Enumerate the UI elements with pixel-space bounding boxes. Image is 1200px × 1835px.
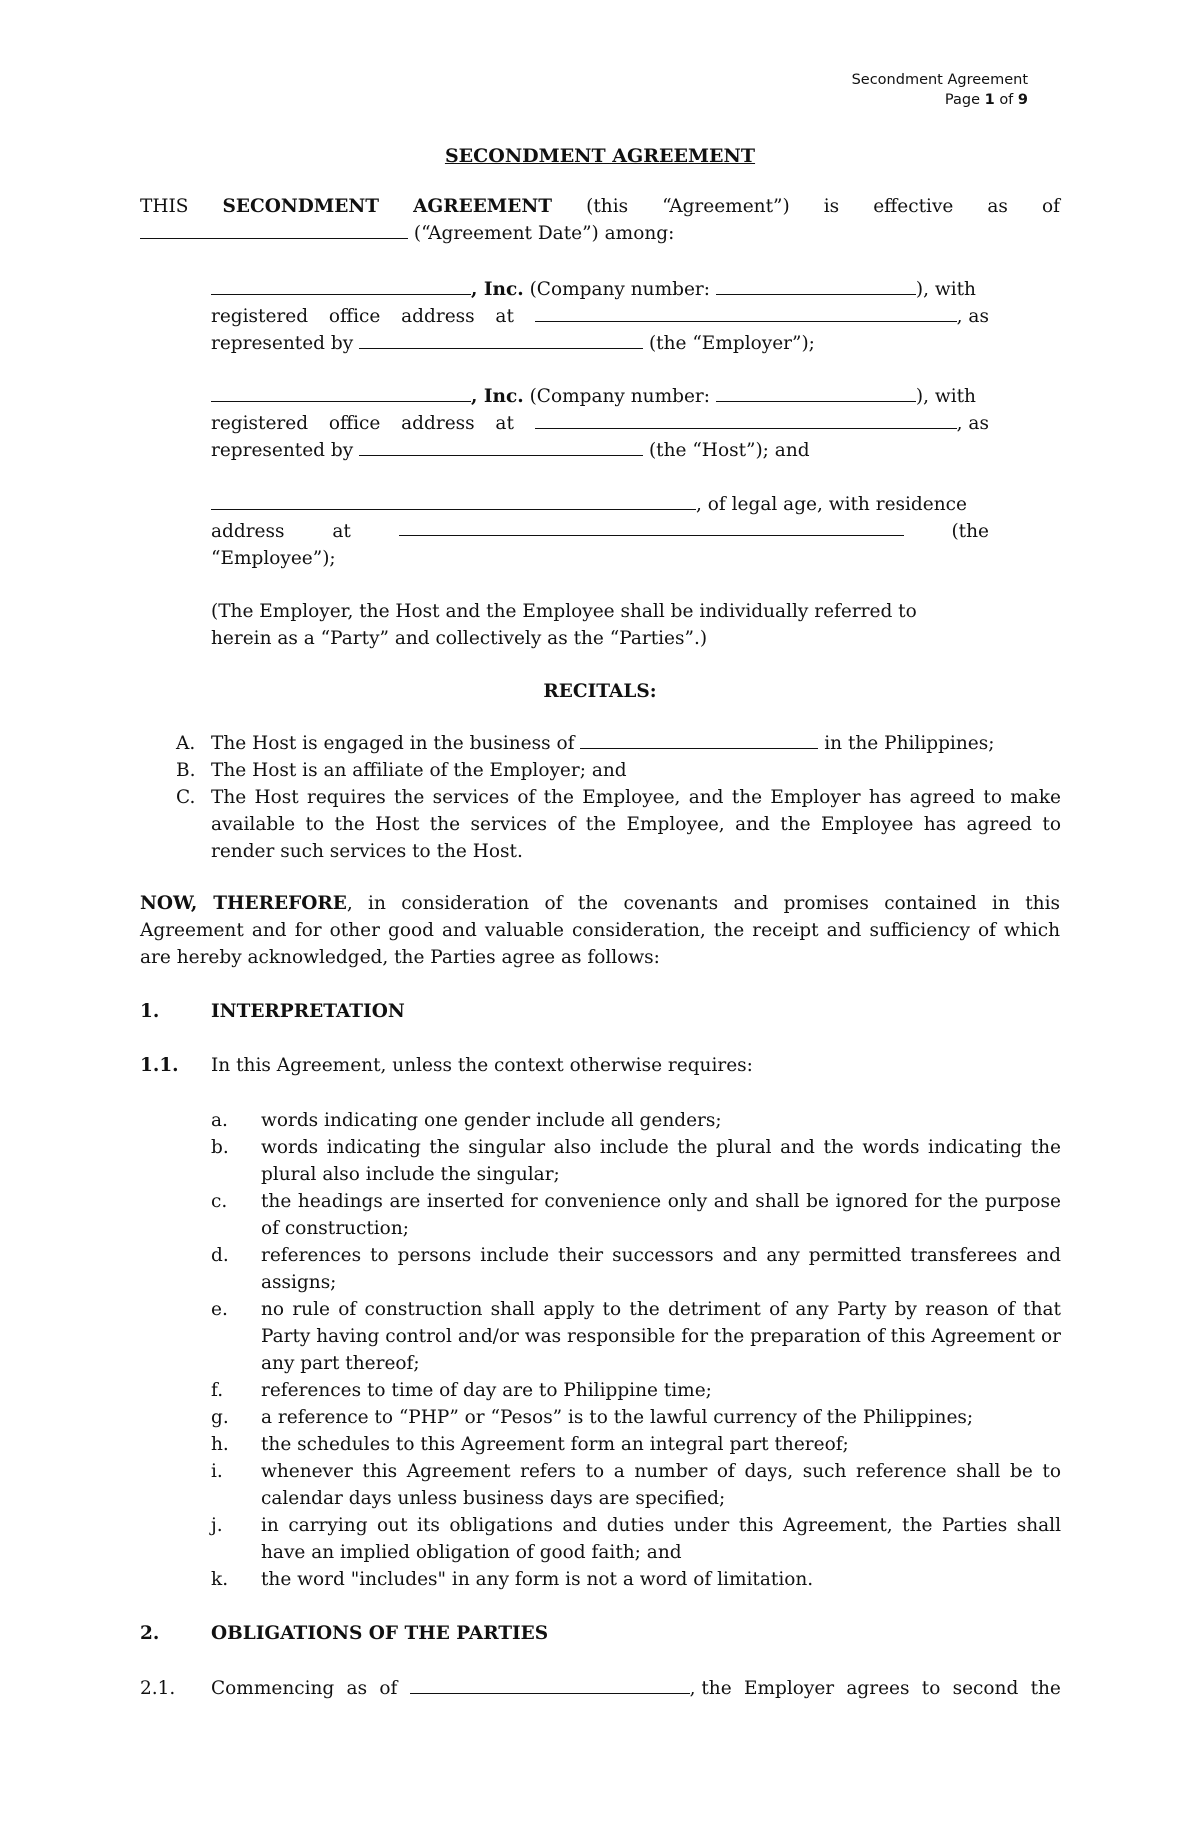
item-g-label: g.	[211, 1407, 229, 1428]
item-b-label: b.	[211, 1137, 229, 1158]
item-f-label: f.	[211, 1380, 224, 1401]
section-1-heading: INTERPRETATION	[211, 1001, 405, 1022]
employer-line-1: , Inc. (Company number: ), with	[211, 276, 989, 303]
party-employer	[211, 276, 989, 357]
section-1-1-number: 1.1.	[140, 1055, 179, 1076]
header-page-number: Page 1 of 9	[944, 92, 1028, 108]
item-d-label: d.	[211, 1245, 229, 1266]
intro-line-1: THIS SECONDMENT AGREEMENT (this “Agreement”) is effective as of	[140, 196, 1060, 217]
item-i-text: whenever this Agreement refers to a number of days, such reference shall be to calendar days unless business days are specified;	[261, 1461, 1061, 1509]
item-d-text: references to persons include their successors and any permitted transferees and assigns;	[261, 1245, 1061, 1293]
section-1-number: 1.	[140, 1001, 160, 1022]
employer-address-blank[interactable]	[535, 304, 957, 322]
recital-c-label: C.	[176, 787, 196, 808]
item-a-label: a.	[211, 1110, 228, 1131]
section-2-number: 2.	[140, 1623, 160, 1644]
item-h-label: h.	[211, 1434, 229, 1455]
item-e-text: no rule of construction shall apply to the detriment of any Party by reason of that Party having control and/or was responsible for the preparation of this Agreement or any part thereof;	[261, 1299, 1061, 1374]
item-k-label: k.	[211, 1569, 229, 1590]
item-b-text: words indicating the singular also include the plural and the words indicating the plural also include the singular;	[261, 1137, 1061, 1185]
employee-name-blank[interactable]	[211, 492, 696, 510]
recital-b-text: The Host is an affiliate of the Employer; and	[211, 760, 627, 781]
employer-company-number-blank[interactable]	[716, 277, 916, 295]
item-c-text: the headings are inserted for convenience only and shall be ignored for the purpose of construction;	[261, 1191, 1061, 1239]
parties-note: (The Employer, the Host and the Employee shall be individually referred to herein as a “Party” and collectively as the “Parties”.)	[211, 601, 917, 649]
item-a-text: words indicating one gender include all genders;	[261, 1110, 722, 1131]
intro-line-2: (“Agreement Date”) among:	[140, 220, 1060, 247]
host-company-number-blank[interactable]	[716, 384, 916, 402]
employer-name-blank[interactable]	[211, 277, 471, 295]
host-line-3: represented by (the “Host”); and	[211, 440, 810, 461]
employee-line-3: “Employee”);	[211, 548, 336, 569]
host-name-blank[interactable]	[211, 384, 471, 402]
host-representative-blank[interactable]	[359, 438, 643, 456]
item-j-text: in carrying out its obligations and duties under this Agreement, the Parties shall have an implied obligation of good faith; and	[261, 1515, 1061, 1563]
commencement-date-blank[interactable]	[410, 1676, 690, 1694]
item-g-text: a reference to “PHP” or “Pesos” is to the lawful currency of the Philippines;	[261, 1407, 974, 1428]
party-employee	[211, 491, 989, 572]
employer-representative-blank[interactable]	[359, 331, 643, 349]
item-h-text: the schedules to this Agreement form an integral part thereof;	[261, 1434, 849, 1455]
item-j-label: j.	[211, 1515, 223, 1536]
host-line-1: , Inc. (Company number: ), with	[211, 383, 989, 410]
employee-address-blank[interactable]	[399, 518, 904, 536]
employer-line-2: registered office address at , as	[211, 306, 989, 327]
party-host	[211, 383, 989, 464]
section-2-heading: OBLIGATIONS OF THE PARTIES	[211, 1623, 549, 1644]
business-blank[interactable]	[580, 731, 818, 749]
recital-b-label: B.	[176, 760, 196, 781]
section-2-1-number: 2.1.	[140, 1678, 176, 1699]
item-k-text: the word "includes" in any form is not a word of limitation.	[261, 1569, 814, 1590]
now-therefore-paragraph: NOW, THEREFORE, in consideration of the covenants and promises contained in this Agreement and for other good and valuable consideration, the receipt and sufficiency of which are hereby acknowledged, the Parties agree as follows:	[140, 893, 1060, 968]
recital-c-text: The Host requires the services of the Employee, and the Employer has agreed to make available to the Host the services of the Employee, and the Employee has agreed to render such services to the Host.	[211, 787, 1061, 862]
employee-line-1: , of legal age, with residence	[211, 491, 989, 518]
document-title: SECONDMENT AGREEMENT	[444, 145, 756, 167]
recital-a-label: A.	[176, 733, 196, 754]
agreement-date-blank[interactable]	[140, 221, 408, 239]
employer-line-3: represented by (the “Employer”);	[211, 333, 815, 354]
item-c-label: c.	[211, 1191, 228, 1212]
header-doc-name: Secondment Agreement	[851, 72, 1028, 88]
item-f-text: references to time of day are to Philippine time;	[261, 1380, 712, 1401]
host-address-blank[interactable]	[535, 411, 957, 429]
intro-paragraph	[140, 193, 1060, 247]
host-line-2: registered office address at , as	[211, 413, 989, 434]
section-1-1-text: In this Agreement, unless the context otherwise requires:	[211, 1055, 753, 1076]
item-i-label: i.	[211, 1461, 223, 1482]
item-e-label: e.	[211, 1299, 228, 1320]
running-header	[852, 70, 1028, 110]
recitals-heading: RECITALS:	[543, 681, 657, 702]
recital-a-text: The Host is engaged in the business of in the Philippines;	[211, 733, 995, 754]
employee-line-2: address at (the	[211, 518, 989, 545]
section-2-1-text: Commencing as of , the Employer agrees to second the	[211, 1678, 1061, 1699]
